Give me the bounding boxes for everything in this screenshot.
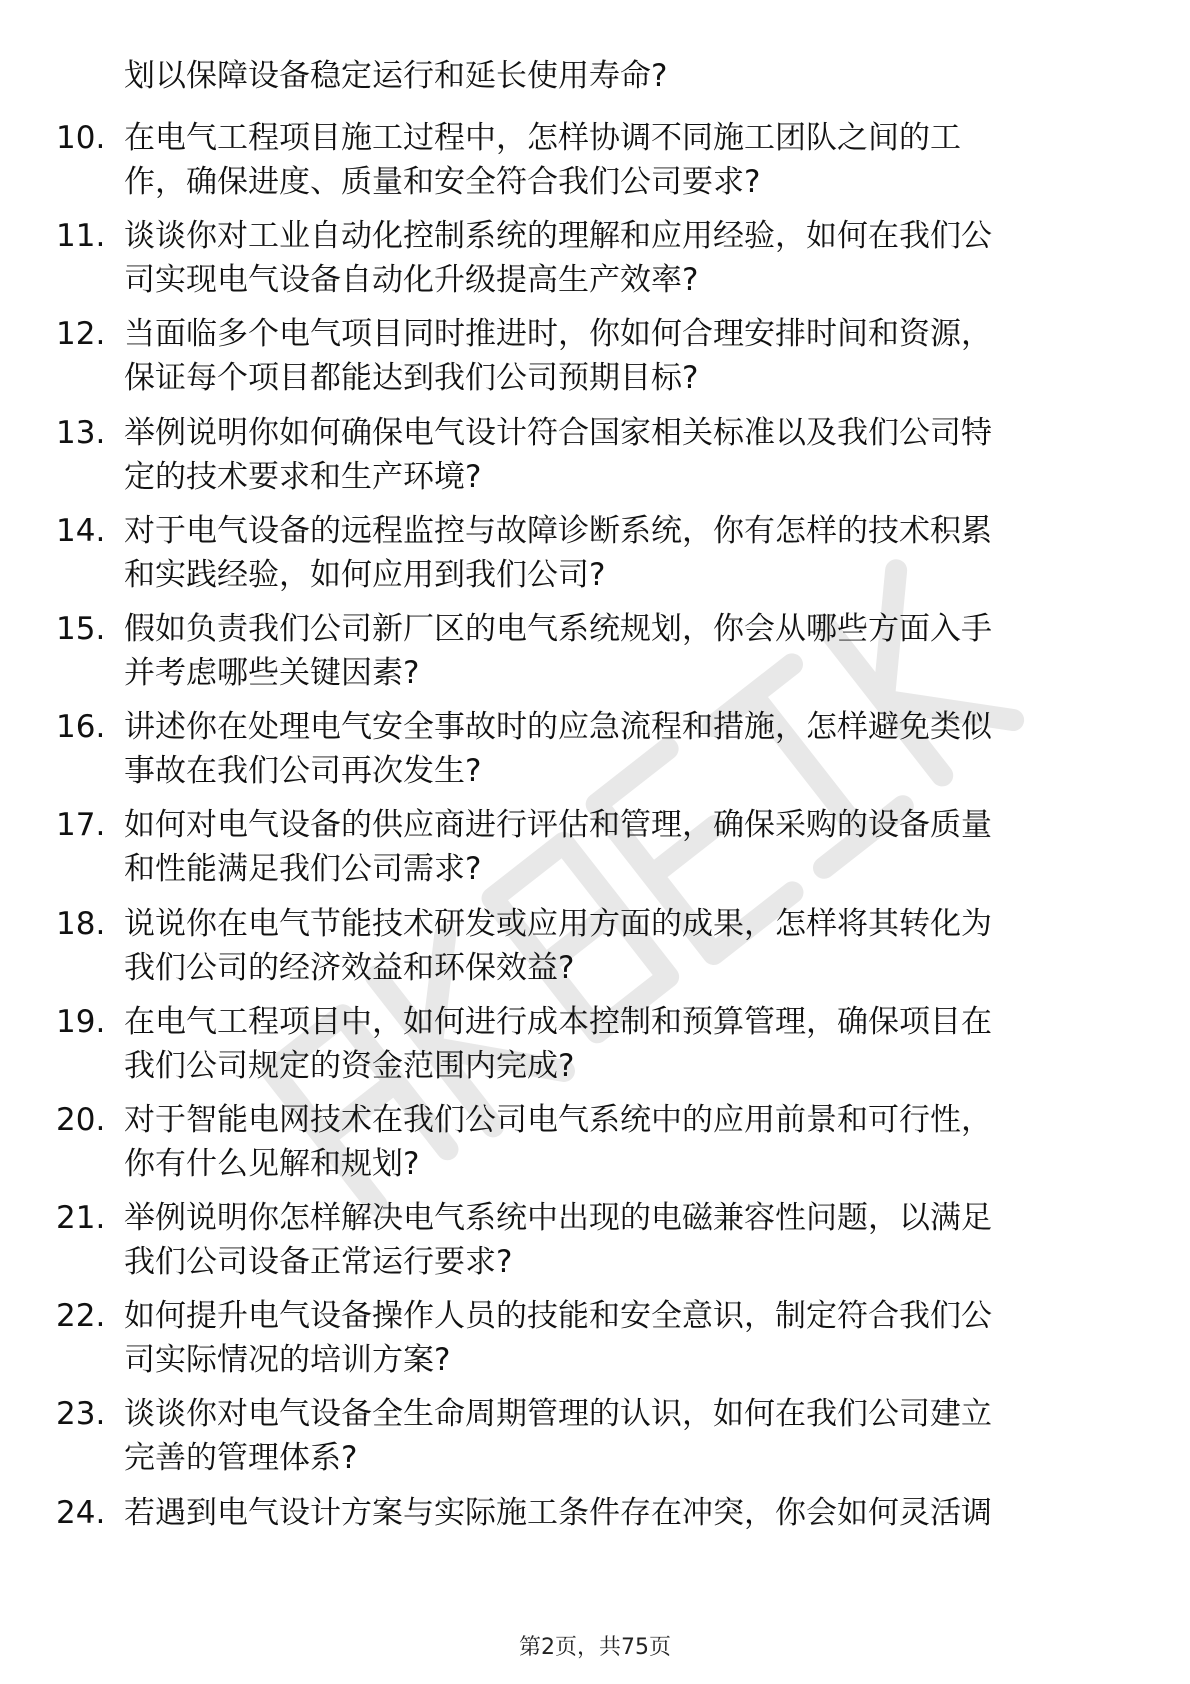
question-line: 司实际情况的培训方案? [124,1342,451,1379]
question-line: 事故在我们公司再次发生? [124,753,482,790]
list-item [0,54,1190,98]
list-item [0,705,1190,794]
list-item [0,1196,1190,1285]
question-line: 讲述你在处理电气安全事故时的应急流程和措施，怎样避免类似 [124,709,992,746]
list-item [0,803,1190,892]
question-line: 定的技术要求和生产环境? [124,458,482,495]
question-number: 20. [56,1101,106,1138]
question-number: 21. [56,1200,106,1237]
question-line: 对于智能电网技术在我们公司电气系统中的应用前景和可行性， [124,1101,992,1138]
question-text [124,607,1114,695]
question-number: 24. [56,1494,106,1531]
question-line: 在电气工程项目中，如何进行成本控制和预算管理，确保项目在 [124,1003,992,1040]
list-item [0,902,1190,991]
question-line: 司实现电气设备自动化升级提高生产效率? [124,262,699,299]
question-text [124,1491,1114,1535]
question-line: 完善的管理体系? [124,1440,358,1477]
question-text [124,1196,1114,1284]
question-text [124,902,1114,990]
page-footer: 第2页，共75页 [519,1635,671,1660]
question-line: 作，确保进度、质量和安全符合我们公司要求? [124,164,761,200]
list-item [0,1098,1190,1187]
question-text [124,1392,1114,1480]
list-item [0,411,1190,500]
question-line: 谈谈你对工业自动化控制系统的理解和应用经验，如何在我们公 [124,218,992,255]
question-list [0,54,1190,1589]
question-line: 说说你在电气节能技术研发或应用方面的成果，怎样将其转化为 [124,905,992,942]
question-number: 11. [56,218,106,255]
question-line: 和实践经验，如何应用到我们公司? [124,556,606,593]
question-number: 16. [56,709,106,746]
question-line: 如何对电气设备的供应商进行评估和管理，确保采购的设备质量 [124,807,992,844]
list-item [0,607,1190,696]
question-line: 谈谈你对电气设备全生命周期管理的认识，如何在我们公司建立 [124,1396,992,1433]
question-line: 和性能满足我们公司需求? [124,851,482,888]
list-item [0,116,1190,205]
question-line: 对于电气设备的远程监控与故障诊断系统，你有怎样的技术积累 [124,512,992,549]
question-text: 划以保障设备稳定运行和延长使用寿命? [124,58,668,94]
question-text [124,705,1114,793]
question-line: 你有什么见解和规划? [124,1145,420,1182]
question-number: 12. [56,316,106,353]
question-text [124,312,1114,400]
question-line: 当面临多个电气项目同时推进时，你如何合理安排时间和资源， [124,316,992,353]
list-item [0,1491,1190,1580]
question-line: 我们公司规定的资金范围内完成? [124,1047,575,1084]
question-number: 18. [56,905,106,942]
question-line: 假如负责我们公司新厂区的电气系统规划，你会从哪些方面入手 [124,610,992,647]
question-number: 19. [56,1003,106,1040]
list-item [0,312,1190,401]
question-line: 若遇到电气设计方案与实际施工条件存在冲突，你会如何灵活调 [124,1494,992,1531]
list-item [0,1000,1190,1089]
question-line: 在电气工程项目施工过程中，怎样协调不同施工团队之间的工 [124,120,961,156]
question-line: 我们公司的经济效益和环保效益? [124,949,575,986]
question-number: 22. [56,1298,106,1335]
question-number: 17. [56,807,106,844]
question-text [124,116,1114,204]
question-line: 如何提升电气设备操作人员的技能和安全意识，制定符合我们公 [124,1298,992,1335]
question-text [124,1294,1114,1382]
question-number: 10. [56,120,106,156]
question-text [124,1098,1114,1186]
question-text [124,1000,1114,1088]
question-line: 举例说明你怎样解决电气系统中出现的电磁兼容性问题，以满足 [124,1200,992,1237]
question-text [124,509,1114,597]
question-line: 我们公司设备正常运行要求? [124,1244,513,1281]
question-number: 13. [56,414,106,451]
question-text [124,803,1114,891]
question-text [124,214,1114,302]
question-number: 23. [56,1396,106,1433]
list-item [0,509,1190,598]
question-number: 15. [56,610,106,647]
question-line: 举例说明你如何确保电气设计符合国家相关标准以及我们公司特 [124,414,992,451]
question-number: 14. [56,512,106,549]
question-line: 并考虑哪些关键因素? [124,654,420,691]
question-line: 保证每个项目都能达到我们公司预期目标? [124,360,699,397]
question-text [124,411,1114,499]
list-item [0,214,1190,303]
list-item [0,1392,1190,1481]
list-item [0,1294,1190,1383]
